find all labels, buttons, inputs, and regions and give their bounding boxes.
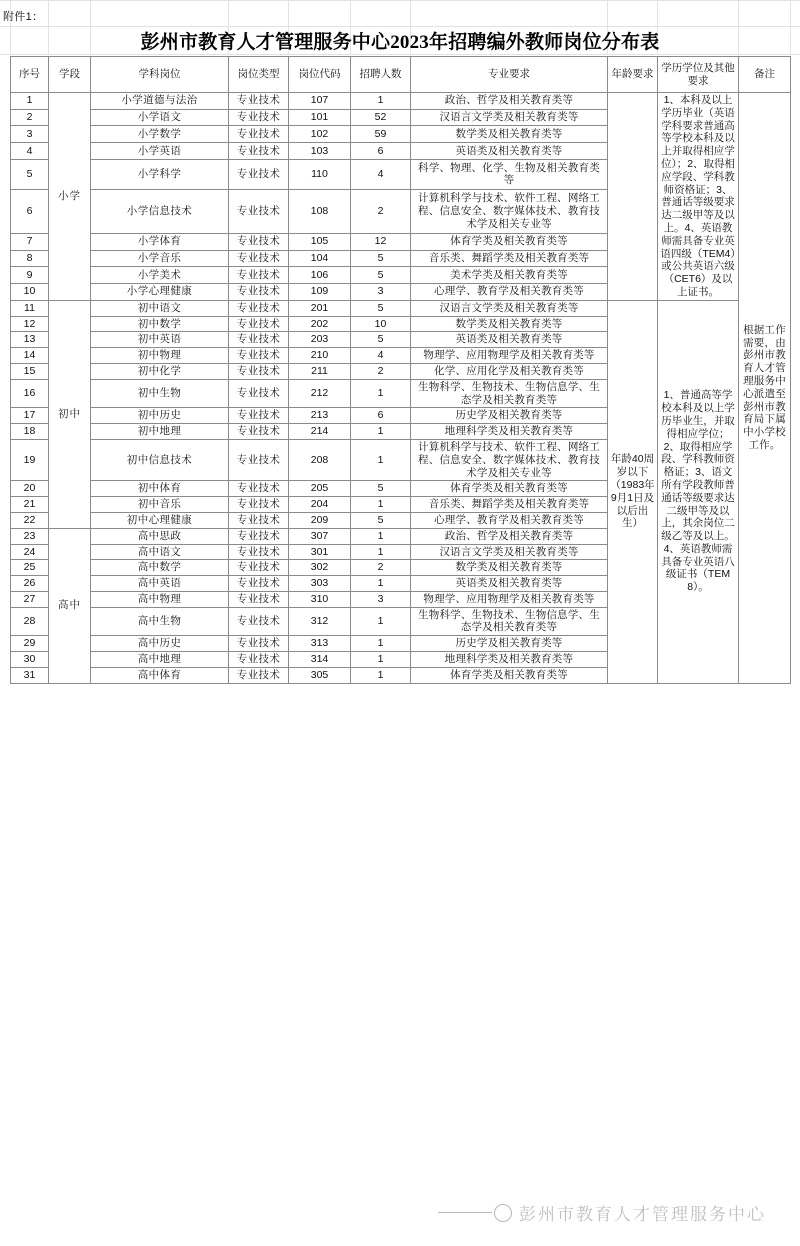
- attachment-label: 附件1：: [3, 11, 44, 23]
- cell-no: 24: [11, 544, 49, 560]
- cell-no: 28: [11, 607, 49, 636]
- cell-major: 心理学、教育学及相关教育类等: [411, 283, 608, 300]
- column-header-code: 岗位代码: [289, 57, 351, 93]
- cell-subject: 高中地理: [91, 652, 229, 668]
- cell-count: 1: [351, 636, 411, 652]
- cell-type: 专业技术: [229, 424, 289, 440]
- cell-count: 4: [351, 159, 411, 189]
- cell-subject: 初中物理: [91, 348, 229, 364]
- cell-subject: 小学音乐: [91, 250, 229, 267]
- cell-subject: 小学英语: [91, 143, 229, 160]
- cell-code: 210: [289, 348, 351, 364]
- cell-no: 14: [11, 348, 49, 364]
- cell-type: 专业技术: [229, 316, 289, 332]
- cell-major: 数学类及相关教育类等: [411, 316, 608, 332]
- cell-major: 历史学及相关教育类等: [411, 636, 608, 652]
- column-header-edu: 学历学位及其他要求: [658, 57, 739, 93]
- cell-major: 音乐类、舞蹈学类及相关教育类等: [411, 250, 608, 267]
- cell-code: 107: [289, 93, 351, 110]
- cell-no: 29: [11, 636, 49, 652]
- cell-type: 专业技术: [229, 109, 289, 126]
- cell-no: 8: [11, 250, 49, 267]
- cell-count: 5: [351, 300, 411, 316]
- cell-code: 103: [289, 143, 351, 160]
- grid-line-horizontal: [0, 0, 800, 1]
- cell-count: 3: [351, 591, 411, 607]
- cell-count: 4: [351, 348, 411, 364]
- cell-no: 11: [11, 300, 49, 316]
- cell-count: 5: [351, 512, 411, 528]
- cell-code: 313: [289, 636, 351, 652]
- cell-subject: 初中信息技术: [91, 439, 229, 480]
- cell-major: 生物科学、生物技术、生物信息学、生态学及相关教育类等: [411, 607, 608, 636]
- cell-code: 213: [289, 408, 351, 424]
- cell-code: 305: [289, 667, 351, 683]
- cell-no: 30: [11, 652, 49, 668]
- cell-code: 104: [289, 250, 351, 267]
- cell-major: 地理科学类及相关教育类等: [411, 652, 608, 668]
- cell-code: 208: [289, 439, 351, 480]
- table-body: [11, 93, 791, 684]
- cell-count: 1: [351, 667, 411, 683]
- cell-no: 27: [11, 591, 49, 607]
- cell-code: 109: [289, 283, 351, 300]
- cell-type: 专业技术: [229, 250, 289, 267]
- cell-type: 专业技术: [229, 159, 289, 189]
- cell-major: 汉语言文学类及相关教育类等: [411, 544, 608, 560]
- cell-type: 专业技术: [229, 560, 289, 576]
- column-header-count: 招聘人数: [351, 57, 411, 93]
- cell-type: 专业技术: [229, 283, 289, 300]
- grid-line-vertical: [790, 0, 791, 55]
- cell-count: 1: [351, 528, 411, 544]
- cell-subject: 初中英语: [91, 332, 229, 348]
- cell-no: 13: [11, 332, 49, 348]
- cell-no: 1: [11, 93, 49, 110]
- cell-no: 31: [11, 667, 49, 683]
- cell-count: 1: [351, 497, 411, 513]
- cell-no: 4: [11, 143, 49, 160]
- cell-no: 19: [11, 439, 49, 480]
- cell-type: 专业技术: [229, 512, 289, 528]
- cell-code: 201: [289, 300, 351, 316]
- cell-subject: 高中语文: [91, 544, 229, 560]
- cell-major: 英语类及相关教育类等: [411, 576, 608, 592]
- cell-count: 5: [351, 250, 411, 267]
- cell-count: 1: [351, 576, 411, 592]
- cell-subject: 高中英语: [91, 576, 229, 592]
- cell-type: 专业技术: [229, 408, 289, 424]
- cell-code: 212: [289, 379, 351, 408]
- cell-type: 专业技术: [229, 576, 289, 592]
- cell-no: 21: [11, 497, 49, 513]
- cell-count: 2: [351, 363, 411, 379]
- cell-major: 计算机科学与技术、软件工程、网络工程、信息安全、数字媒体技术、教育技术学及相关专业等: [411, 439, 608, 480]
- cell-no: 6: [11, 190, 49, 234]
- job-distribution-table: [10, 56, 791, 684]
- cell-segment: 高中: [49, 528, 91, 683]
- cell-count: 1: [351, 379, 411, 408]
- cell-type: 专业技术: [229, 267, 289, 284]
- cell-subject: 初中数学: [91, 316, 229, 332]
- cell-major: 物理学、应用物理学及相关教育类等: [411, 348, 608, 364]
- cell-subject: 小学信息技术: [91, 190, 229, 234]
- cell-major: 政治、哲学及相关教育类等: [411, 93, 608, 110]
- cell-no: 25: [11, 560, 49, 576]
- cell-subject: 小学道德与法治: [91, 93, 229, 110]
- cell-no: 18: [11, 424, 49, 440]
- cell-no: 12: [11, 316, 49, 332]
- cell-type: 专业技术: [229, 126, 289, 143]
- cell-count: 59: [351, 126, 411, 143]
- cell-count: 6: [351, 143, 411, 160]
- cell-subject: 初中心理健康: [91, 512, 229, 528]
- cell-subject: 小学心理健康: [91, 283, 229, 300]
- column-header-age: 年龄要求: [608, 57, 658, 93]
- cell-code: 307: [289, 528, 351, 544]
- cell-code: 301: [289, 544, 351, 560]
- cell-no: 10: [11, 283, 49, 300]
- cell-type: 专业技术: [229, 497, 289, 513]
- cell-no: 9: [11, 267, 49, 284]
- cell-type: 专业技术: [229, 481, 289, 497]
- cell-no: 23: [11, 528, 49, 544]
- cell-code: 202: [289, 316, 351, 332]
- cell-type: 专业技术: [229, 528, 289, 544]
- cell-type: 专业技术: [229, 300, 289, 316]
- cell-subject: 初中语文: [91, 300, 229, 316]
- column-header-major: 专业要求: [411, 57, 608, 93]
- cell-count: 2: [351, 560, 411, 576]
- cell-count: 6: [351, 408, 411, 424]
- cell-code: 303: [289, 576, 351, 592]
- cell-no: 5: [11, 159, 49, 189]
- table-header-row: [11, 57, 791, 93]
- column-header-subject: 学科岗位: [91, 57, 229, 93]
- cell-code: 214: [289, 424, 351, 440]
- cell-count: 52: [351, 109, 411, 126]
- cell-segment: 小学: [49, 93, 91, 301]
- watermark-text: 彭州市教育人才管理服务中心: [519, 1204, 766, 1224]
- cell-code: 312: [289, 607, 351, 636]
- cell-type: 专业技术: [229, 439, 289, 480]
- cell-code: 204: [289, 497, 351, 513]
- cell-age: [608, 93, 658, 301]
- cell-subject: 高中生物: [91, 607, 229, 636]
- cell-type: 专业技术: [229, 607, 289, 636]
- cell-code: 105: [289, 233, 351, 250]
- cell-major: 地理科学类及相关教育类等: [411, 424, 608, 440]
- cell-no: 20: [11, 481, 49, 497]
- cell-type: 专业技术: [229, 379, 289, 408]
- cell-subject: 小学语文: [91, 109, 229, 126]
- page-title: 彭州市教育人才管理服务中心2023年招聘编外教师岗位分布表: [140, 32, 660, 53]
- cell-no: 2: [11, 109, 49, 126]
- cell-major: 汉语言文学类及相关教育类等: [411, 109, 608, 126]
- cell-major: 物理学、应用物理学及相关教育类等: [411, 591, 608, 607]
- cell-major: 计算机科学与技术、软件工程、网络工程、信息安全、数字媒体技术、教育技术学及相关专业等: [411, 190, 608, 234]
- cell-code: 302: [289, 560, 351, 576]
- cell-type: 专业技术: [229, 591, 289, 607]
- cell-count: 5: [351, 267, 411, 284]
- table-row: [11, 93, 791, 110]
- cell-type: 专业技术: [229, 233, 289, 250]
- cell-type: 专业技术: [229, 667, 289, 683]
- cell-type: 专业技术: [229, 143, 289, 160]
- cell-code: 101: [289, 109, 351, 126]
- cell-count: 10: [351, 316, 411, 332]
- watermark-logo-icon: [494, 1203, 516, 1221]
- cell-major: 英语类及相关教育类等: [411, 143, 608, 160]
- cell-subject: 高中数学: [91, 560, 229, 576]
- cell-major: 英语类及相关教育类等: [411, 332, 608, 348]
- cell-code: 108: [289, 190, 351, 234]
- cell-major: 科学、物理、化学、生物及相关教育类等: [411, 159, 608, 189]
- cell-subject: 高中历史: [91, 636, 229, 652]
- cell-major: 体育学类及相关教育类等: [411, 233, 608, 250]
- cell-type: 专业技术: [229, 348, 289, 364]
- cell-major: 体育学类及相关教育类等: [411, 667, 608, 683]
- cell-count: 12: [351, 233, 411, 250]
- cell-no: 16: [11, 379, 49, 408]
- table-row: [11, 300, 791, 316]
- cell-type: 专业技术: [229, 636, 289, 652]
- cell-count: 1: [351, 544, 411, 560]
- cell-subject: 初中体育: [91, 481, 229, 497]
- cell-education-requirement: 1、普通高等学校本科及以上学历毕业生，并取得相应学位；2、取得相应学段、学科教师资格证；3、语文所有学段教师普通话等级要求达二级甲等及以上，其余岗位二级乙等及以上。4、英语教师需具备专业英语八级证书（TEM8）。: [658, 300, 739, 683]
- cell-code: 203: [289, 332, 351, 348]
- cell-no: 3: [11, 126, 49, 143]
- cell-code: 110: [289, 159, 351, 189]
- cell-count: 5: [351, 332, 411, 348]
- cell-code: 209: [289, 512, 351, 528]
- cell-major: 心理学、教育学及相关教育类等: [411, 512, 608, 528]
- column-header-note: 备注: [739, 57, 791, 93]
- cell-subject: 初中音乐: [91, 497, 229, 513]
- cell-code: 211: [289, 363, 351, 379]
- cell-major: 政治、哲学及相关教育类等: [411, 528, 608, 544]
- cell-code: 310: [289, 591, 351, 607]
- cell-type: 专业技术: [229, 93, 289, 110]
- cell-note: 根据工作需要，由彭州市教育人才管理服务中心派遣至彭州市教育局下属中小学校工作。: [739, 93, 791, 684]
- cell-segment: 初中: [49, 300, 91, 528]
- cell-count: 1: [351, 652, 411, 668]
- cell-subject: 高中思政: [91, 528, 229, 544]
- cell-no: 26: [11, 576, 49, 592]
- cell-subject: 初中化学: [91, 363, 229, 379]
- column-header-segment: 学段: [49, 57, 91, 93]
- cell-code: 106: [289, 267, 351, 284]
- cell-major: 体育学类及相关教育类等: [411, 481, 608, 497]
- cell-count: 1: [351, 93, 411, 110]
- cell-no: 17: [11, 408, 49, 424]
- cell-count: 1: [351, 439, 411, 480]
- cell-subject: 小学数学: [91, 126, 229, 143]
- cell-count: 5: [351, 481, 411, 497]
- cell-no: 7: [11, 233, 49, 250]
- cell-code: 102: [289, 126, 351, 143]
- cell-major: 数学类及相关教育类等: [411, 560, 608, 576]
- cell-subject: 小学科学: [91, 159, 229, 189]
- cell-type: 专业技术: [229, 190, 289, 234]
- cell-type: 专业技术: [229, 652, 289, 668]
- cell-type: 专业技术: [229, 363, 289, 379]
- cell-subject: 初中历史: [91, 408, 229, 424]
- cell-education-requirement: 1、本科及以上学历毕业（英语学科要求普通高等学校本科及以上并取得相应学位）；2、取得相应学段、学科教师资格证；3、普通话等级要求达二级甲等及以上。4、英语教师需具备专业英语四级（TEM4）或公共英语六级（CET6）及以上证书。: [658, 93, 739, 301]
- cell-code: 205: [289, 481, 351, 497]
- cell-type: 专业技术: [229, 332, 289, 348]
- cell-code: 314: [289, 652, 351, 668]
- cell-major: 音乐类、舞蹈学类及相关教育类等: [411, 497, 608, 513]
- watermark-dash: [438, 1212, 492, 1213]
- cell-subject: 初中地理: [91, 424, 229, 440]
- cell-major: 化学、应用化学及相关教育类等: [411, 363, 608, 379]
- cell-major: 数学类及相关教育类等: [411, 126, 608, 143]
- cell-major: 汉语言文学类及相关教育类等: [411, 300, 608, 316]
- cell-count: 3: [351, 283, 411, 300]
- cell-subject: 高中体育: [91, 667, 229, 683]
- cell-major: 生物科学、生物技术、生物信息学、生态学及相关教育类等: [411, 379, 608, 408]
- cell-subject: 小学美术: [91, 267, 229, 284]
- cell-major: 历史学及相关教育类等: [411, 408, 608, 424]
- column-header-no: 序号: [11, 57, 49, 93]
- cell-subject: 小学体育: [91, 233, 229, 250]
- cell-subject: 高中物理: [91, 591, 229, 607]
- cell-count: 2: [351, 190, 411, 234]
- cell-major: 美术学类及相关教育类等: [411, 267, 608, 284]
- cell-age: 年龄40周岁以下（1983年9月1日及以后出生）: [608, 300, 658, 683]
- cell-type: 专业技术: [229, 544, 289, 560]
- cell-subject: 初中生物: [91, 379, 229, 408]
- cell-no: 15: [11, 363, 49, 379]
- watermark: [438, 1192, 798, 1232]
- cell-count: 1: [351, 424, 411, 440]
- cell-no: 22: [11, 512, 49, 528]
- cell-count: 1: [351, 607, 411, 636]
- column-header-type: 岗位类型: [229, 57, 289, 93]
